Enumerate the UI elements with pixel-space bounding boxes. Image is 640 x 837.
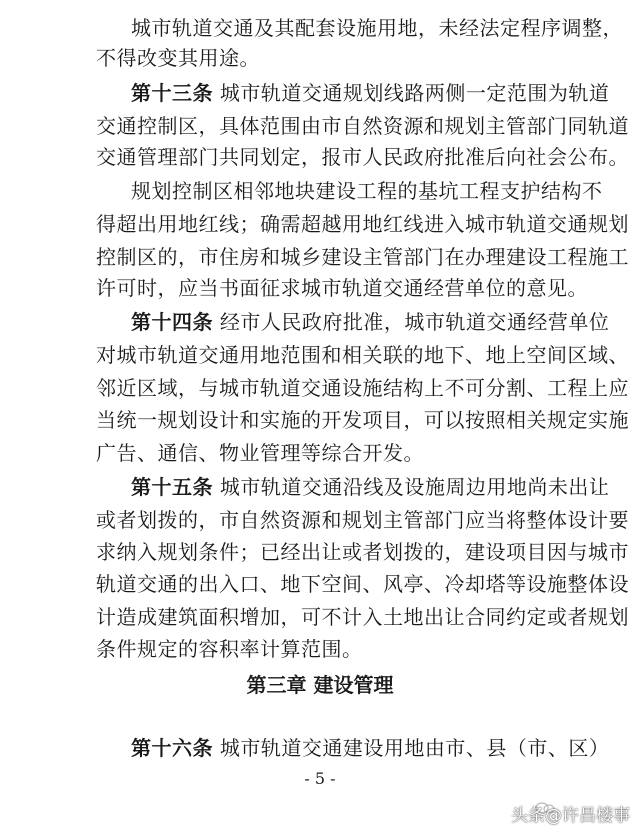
chapter-title: 第三章 建设管理: [246, 673, 394, 697]
text-line: 轨道交通的出入口、地下空间、风亭、冷却塔等设施整体设: [96, 572, 629, 596]
article-text: 城市轨道交通沿线及设施周边用地尚未出让: [219, 475, 610, 499]
article-15-line: [131, 475, 609, 499]
text-line: 城市轨道交通及其配套设施用地，未经法定程序调整，: [131, 16, 623, 40]
text-line: 交通管理部门共同划定，报市人民政府批准后向社会公布。: [96, 145, 629, 169]
text-line: 许可时，应当书面征求城市轨道交通经营单位的意见。: [96, 276, 588, 300]
article-label: 第十四条: [131, 310, 213, 334]
text-line: 控制区的，市住房和城乡建设主管部门在办理建设工程施工: [96, 245, 629, 269]
text-line: 对城市轨道交通用地范围和相关联的地下、地上空间区域、: [96, 343, 629, 367]
text-line: 广告、通信、物业管理等综合开发。: [96, 441, 424, 465]
article-text: 经市人民政府批准，城市轨道交通经营单位: [219, 310, 610, 334]
text-line: 邻近区域，与城市轨道交通设施结构上不可分割、工程上应: [96, 376, 629, 400]
text-line: 当统一规划设计和实施的开发项目，可以按照相关规定实施: [96, 408, 629, 432]
page-number: - 5 -: [304, 769, 336, 788]
article-label: 第十六条: [131, 736, 213, 760]
article-text: 城市轨道交通建设用地由市、县（市、区）: [219, 736, 610, 760]
article-label: 第十三条: [131, 81, 213, 105]
text-line: 或者划拨的，市自然资源和规划主管部门应当将整体设计要: [96, 508, 629, 532]
watermark: 头条@许昌楼事: [511, 806, 630, 826]
article-16-line: [131, 736, 609, 760]
text-line: 得超出用地红线；确需超越用地红线进入城市轨道交通规划: [96, 212, 629, 236]
text-line: 规划控制区相邻地块建设工程的基坑工程支护结构不: [131, 179, 603, 203]
text-line: 条件规定的容积率计算范围。: [96, 637, 363, 661]
article-14-line: [131, 310, 609, 334]
text-line: 求纳入规划条件；已经出让或者划拨的，建设项目因与城市: [96, 540, 629, 564]
text-line: 交通控制区，具体范围由市自然资源和规划主管部门同轨道: [96, 114, 629, 138]
text-line: 计造成建筑面积增加，可不计入土地出让合同约定或者规划: [96, 605, 629, 629]
article-text: 城市轨道交通规划线路两侧一定范围为轨道: [219, 81, 610, 105]
article-13-line: [131, 81, 609, 105]
text-line: 不得改变其用途。: [96, 46, 260, 70]
article-label: 第十五条: [131, 475, 213, 499]
